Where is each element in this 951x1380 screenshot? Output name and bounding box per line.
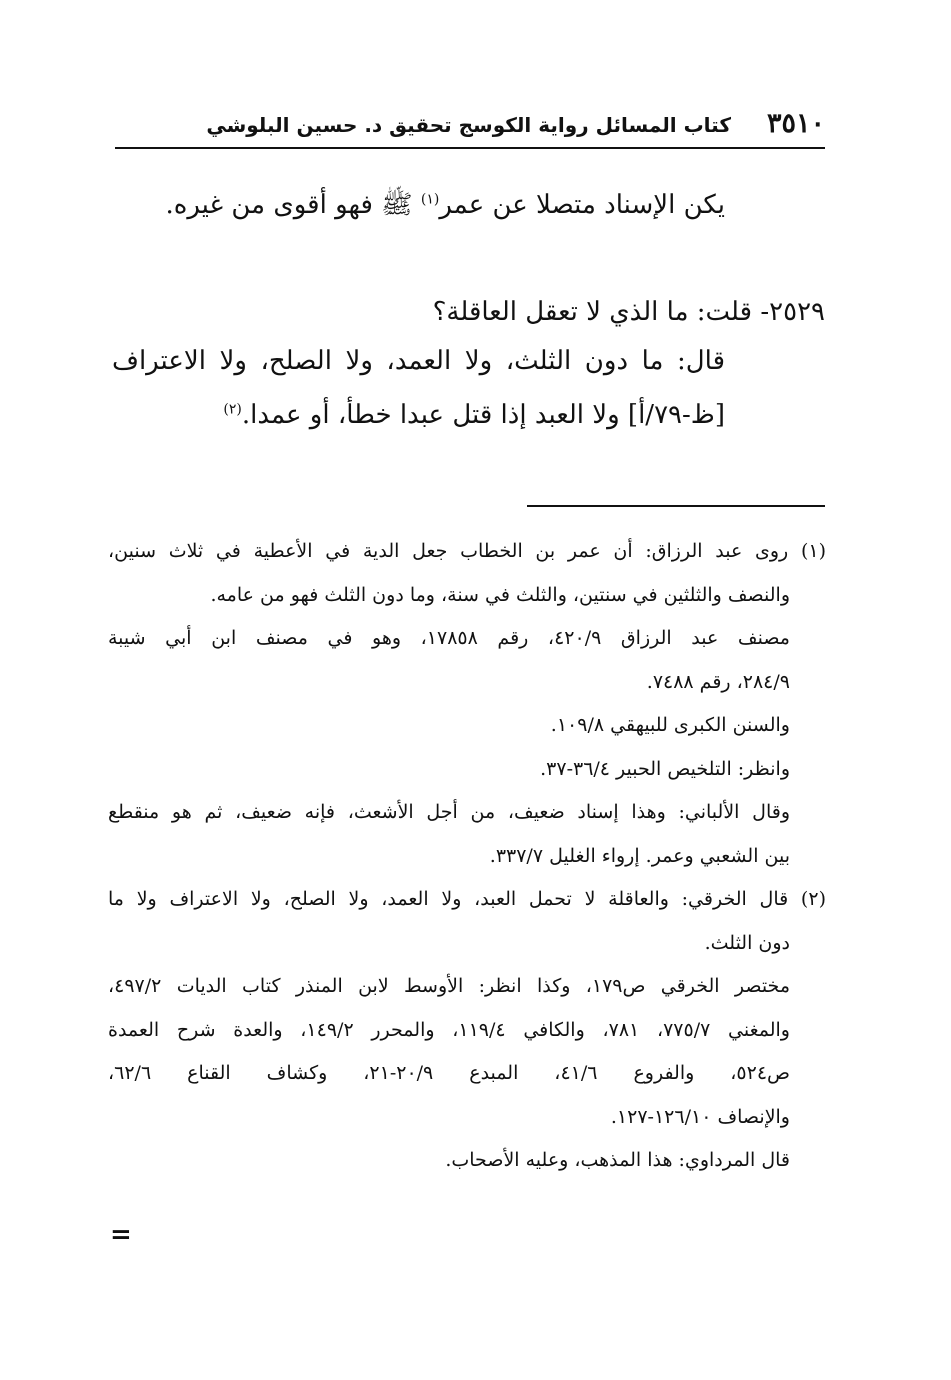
footnote-ref-1: (١) <box>420 191 440 208</box>
body-line-1-text: يكن الإسناد متصلا عن عمر <box>439 190 725 220</box>
body-line-1-rest: ﷺ فهو أقوى من غيره. <box>165 190 421 220</box>
answer-line-2-text: [ظ-٧٩/أ] ولا العبد إذا قتل عبدا خطأ، أو عمدا. <box>241 400 725 430</box>
footnote-line: ص٥٢٤، والفروع ٤١/٦، المبدع ٢٠/٩-٢١، وكشاف القناع ٦٢/٦، <box>108 1062 791 1084</box>
body-line-1 <box>165 188 725 223</box>
question-line: ٢٥٢٩- قلت: ما الذي لا تعقل العاقلة؟ <box>432 297 825 327</box>
footnote-ref-2: (٢) <box>223 401 242 418</box>
footnote-line: بين الشعبي وعمر. إرواء الغليل ٣٣٧/٧. <box>489 844 790 867</box>
header-rule <box>115 147 825 149</box>
footnote-line: والسنن الكبرى للبيهقي ١٠٩/٨. <box>550 714 790 736</box>
footnote-line: مختصر الخرقي ص١٧٩، وكذا انظر: الأوسط لابن المنذر كتاب الديات ٤٩٧/٢، <box>108 975 790 997</box>
footnote-line: مصنف عبد الرزاق ٤٢٠/٩، رقم ١٧٨٥٨، وهو في مصنف ابن أبي شيبة <box>108 627 790 649</box>
answer-line-2 <box>223 398 725 433</box>
continuation-mark: = <box>110 1220 132 1250</box>
footnote-line: (١) روى عبد الرزاق: أن عمر بن الخطاب جعل الدية في الأعطية في ثلاث سنين، <box>108 540 826 562</box>
page-number: ٣٥١٠ <box>766 108 825 139</box>
footnote-separator <box>527 505 825 507</box>
footnote-line: والإنصاف ١٢٦/١٠-١٢٧. <box>610 1105 790 1128</box>
footnote-line: والنصف والثلثين في سنتين، والثلث في سنة، وما دون الثلث فهو من عامه. <box>210 583 790 606</box>
footnote-line: (٢) قال الخرقي: والعاقلة لا تحمل العبد، ولا العمد، ولا الصلح، ولا الاعتراف ولا ما <box>108 888 826 910</box>
footnote-line: وقال الألباني: وهذا إسناد ضعيف، من أجل الأشعث، فإنه ضعيف، ثم هو منقطع <box>108 801 790 823</box>
running-title: كتاب المسائل رواية الكوسج تحقيق د. حسين البلوشي <box>206 113 731 137</box>
page-header <box>115 108 825 144</box>
footnote-line: ٢٨٤/٩، رقم ٧٤٨٨. <box>646 670 790 693</box>
footnote-line: قال المرداوي: هذا المذهب، وعليه الأصحاب. <box>445 1149 790 1171</box>
answer-line-1: قال: ما دون الثلث، ولا العمد، ولا الصلح، ولا الاعتراف <box>112 346 726 376</box>
footnote-line: وانظر: التلخيص الحبير ٣٦/٤-٣٧. <box>540 757 790 780</box>
footnote-line: دون الثلث. <box>704 931 790 954</box>
footnotes-block <box>108 530 826 1183</box>
footnote-line: والمغني ٧٧٥/٧، ٧٨١، والكافي ١١٩/٤، والمحرر ١٤٩/٢، والعدة شرح العمدة <box>108 1018 790 1041</box>
